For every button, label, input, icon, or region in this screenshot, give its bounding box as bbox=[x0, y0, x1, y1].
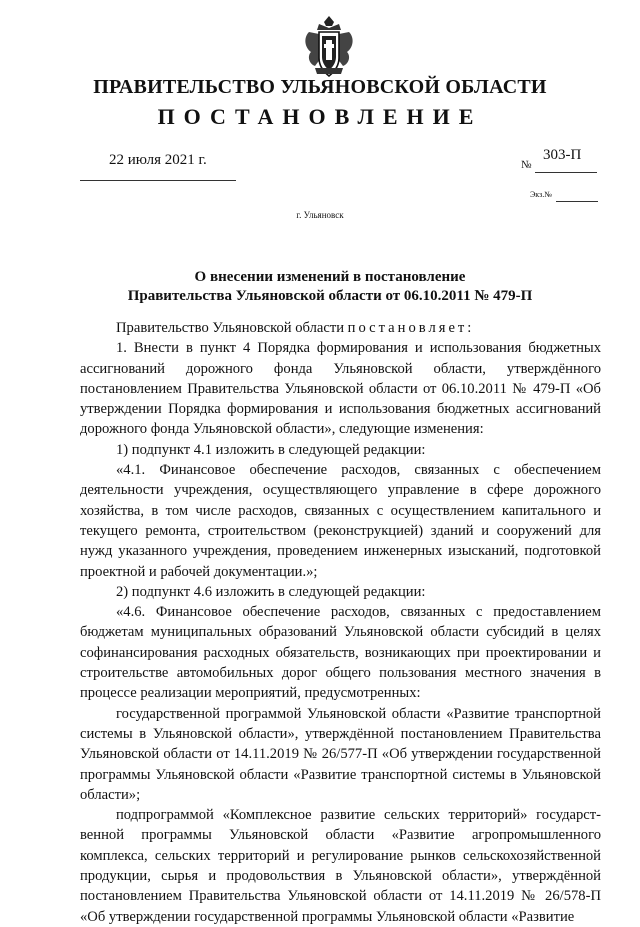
city: г. Ульяновск bbox=[296, 210, 344, 220]
copy-underline bbox=[556, 201, 598, 202]
paragraph: «4.1. Финансовое обеспечение расходов, связанных с обеспечением деятельности учреждения, осуществляющего управление в сфере дорожного хозяйства, в том числе расходов, связанных с осуществлением капитального и текущего ремонта, строительством (реконструкцией) зданий и сооружений для нужд указанного учреждения, проведением инженерных изысканий, подготовкой проектной и рабочей документации.»; bbox=[80, 462, 601, 580]
document-number-block bbox=[521, 147, 601, 173]
copy-number-block bbox=[530, 190, 600, 204]
document-body bbox=[80, 318, 601, 927]
copy-label: Экз.№ bbox=[530, 190, 552, 199]
document-heading bbox=[80, 268, 580, 306]
paragraph: 1. Внести в пункт 4 Порядка формирования и использования бюджетных ассигнований дорожного фонда Ульяновской области, утверждённого постановлением Правительства Ульяновской области от 06.10.2011 № 479-П «Об утверждении Порядка формирования и использования бюджетных ассигнований дорожного фонда Ульяновской области», следующие изменения: bbox=[80, 340, 601, 438]
paragraph: «4.6. Финансовое обеспечение расходов, связанных с предоставлением бюджетам муниципальных образований Ульяновской области субсидий в целях софинансирования расходных обязательств, возникающих при проектировании и строительстве автомобильных дорог общего пользования местного значения в процессе реализации мероприятий, предусмотренных: bbox=[80, 604, 601, 702]
paragraph: государственной программой Ульяновской области «Развитие транспортной системы в Ульяновской области», утверждённой постановлением Правительства Ульяновской области от 14.11.2019 № 26/577-П «Об утверждении государственной программы Ульяновской области «Развитие транспортной системы в Ульяновской области»; bbox=[80, 705, 601, 803]
date-underline bbox=[80, 180, 236, 181]
paragraph: 2) подпункт 4.6 изложить в следующей редакции: bbox=[116, 583, 426, 600]
document-date: 22 июля 2021 г. bbox=[109, 152, 207, 168]
number-sign: № bbox=[521, 159, 532, 171]
government-name: ПРАВИТЕЛЬСТВО УЛЬЯНОВСКОЙ ОБЛАСТИ bbox=[93, 76, 547, 98]
number-underline bbox=[535, 172, 597, 173]
paragraph: подпрограммой «Комплексное развитие сельских территорий» государст-венной программы Ульяновской области «Развитие агропромышленного комплекса, сельских территорий и регулирование рынков сельскохозяйственной продукции, сырья и продовольствия в Ульяновской области», утверждённой постановлением Правительства Ульяновской области от 14.11.2019 № 26/578-П «Об утверждении государственной программы Ульяновской области «Развитие bbox=[80, 807, 601, 925]
paragraph-preamble bbox=[80, 318, 601, 338]
heading-line-2: Правительства Ульяновской области от 06.10.2011 № 479-П bbox=[127, 288, 533, 304]
paragraph: 1) подпункт 4.1 изложить в следующей редакции: bbox=[116, 441, 426, 458]
heading-line-1: О внесении изменений в постановление bbox=[194, 269, 466, 285]
document-number: 303-П bbox=[543, 147, 582, 163]
preamble-spaced: постановляет: bbox=[347, 320, 475, 336]
preamble-prefix: Правительство Ульяновской области bbox=[116, 320, 345, 336]
ulyanovsk-coat-of-arms-icon bbox=[301, 14, 357, 80]
document-type: ПОСТАНОВЛЕНИЕ bbox=[157, 104, 483, 129]
